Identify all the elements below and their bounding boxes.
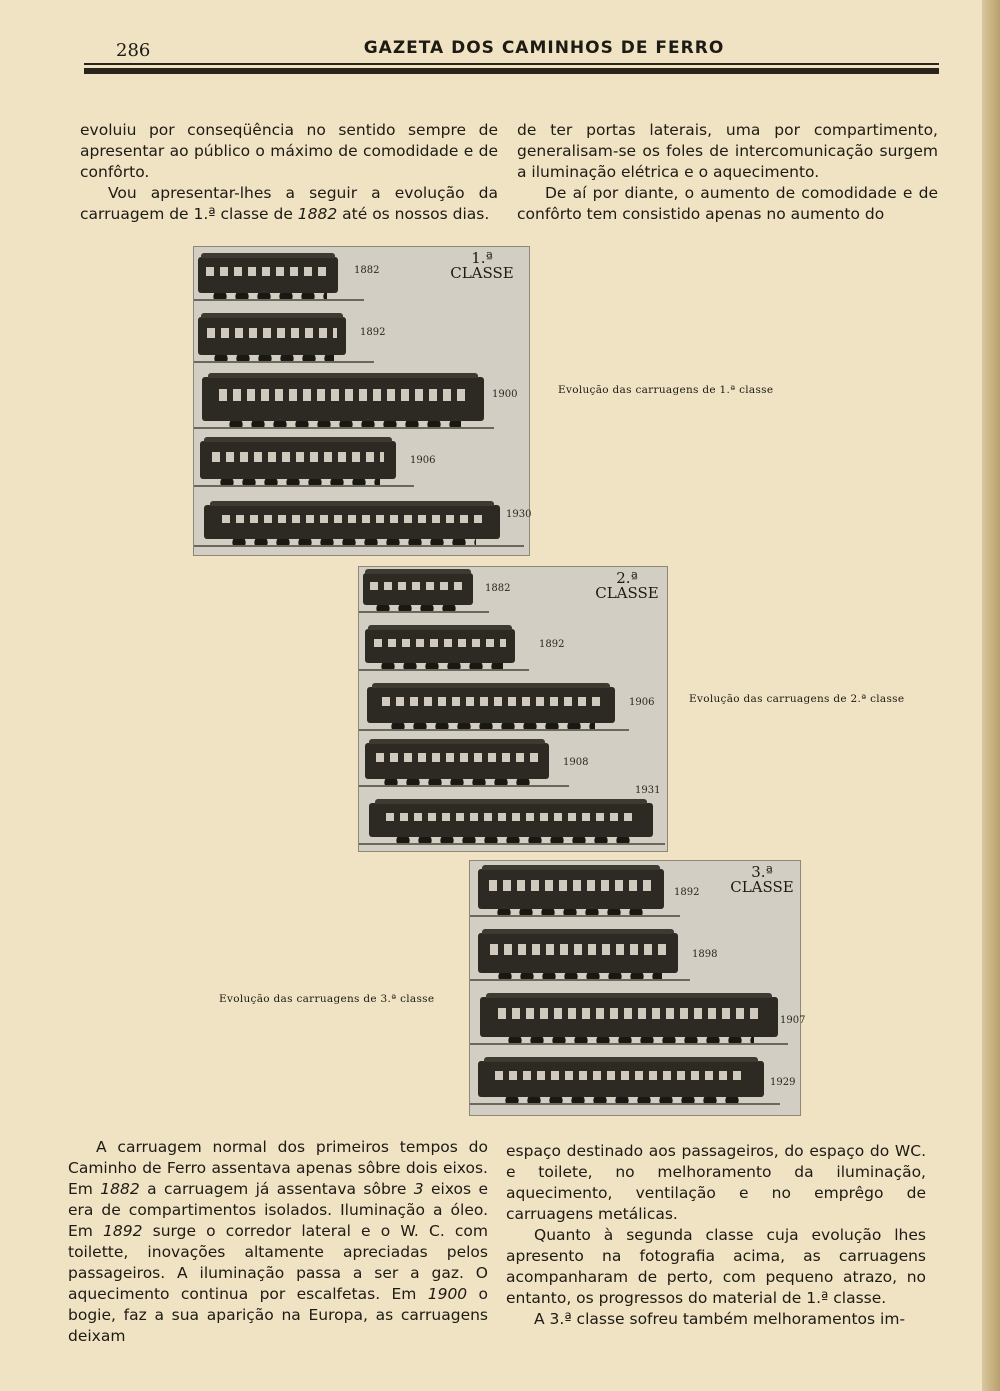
year-label: 1908 [563,757,589,768]
top-left-column [80,120,498,225]
paragraph: A 3.ª classe sofreu também melhoramentos im- [534,1310,906,1328]
coach-image [365,743,549,779]
coach-image [204,505,500,539]
paragraph: de ter portas laterais, uma por compartimento, generalisam-se os foles de intercomunicação surgem a iluminação elétrica e o aquecimento. [517,121,938,181]
photo-caption: Evolução das carruagens de 3.ª classe [219,993,435,1005]
coach-image [369,803,653,837]
photo-caption: Evolução das carruagens de 2.ª classe [689,693,905,705]
year-label: 1907 [780,1015,806,1026]
page-header [84,36,939,66]
photo-class-label: 3.ª CLASSE [730,863,794,896]
paragraph: De aí por diante, o aumento de comodidade e de confôrto tem consistido apenas no aumento do [517,184,938,223]
paragraph: Quanto à segunda classe cuja evolução lhes apresento na fotografia acima, as carruagens acompanharam de perto, com pequeno atrazo, no entanto, os progressos do material de 1.ª classe. [506,1226,926,1307]
year-label: 1931 [635,785,661,796]
bottom-left-column [68,1137,488,1347]
photo-second-class-coaches [358,566,668,852]
coach-image [200,441,396,479]
page-spine-shadow [982,0,1000,1391]
paragraph: Vou apresentar-lhes a seguir a evolução da carruagem de 1.ª classe de 1882 até os nossos dias. [80,184,498,223]
page-number: 286 [116,40,151,61]
coach-image [367,687,615,723]
year-label: 1906 [629,697,655,708]
top-right-column [517,120,938,225]
paragraph: A carruagem normal dos primeiros tempos do Caminho de Ferro assentava apenas sôbre dois eixos. Em 1882 a carruagem já assentava sôbre 3 eixos e era de compartimentos isolados. Iluminação a óleo. Em 1892 surge o corredor lateral e o W. C. com toilette, inovações altamente apreciadas pelos passageiros. A iluminação passa a ser a gaz. O aquecimento continua por escalfetas. Em 1900 o bogie, faz a sua aparição na Europa, as carruagens deixam [68,1138,488,1345]
bottom-right-column [506,1141,926,1330]
year-label: 1882 [354,265,380,276]
photo-third-class-coaches [469,860,806,1116]
photo-class-label: 1.ª CLASSE [450,249,514,282]
coach-image [198,257,338,293]
coach-image [480,997,778,1037]
photo-class-label: 2.ª CLASSE [595,569,659,602]
year-label: 1892 [360,327,386,338]
year-label: 1930 [506,509,532,520]
year-label: 1929 [770,1077,796,1088]
photo-first-class-coaches [193,246,530,556]
coach-image [478,933,678,973]
year-label: 1898 [692,949,718,960]
coach-image [198,317,346,355]
running-title: GAZETA DOS CAMINHOS DE FERRO [363,38,725,58]
photo-caption: Evolução das carruagens de 1.ª classe [558,384,774,396]
paragraph: espaço destinado aos passageiros, do espaço do WC. e toilete, no melhoramento da iluminação, aquecimento, ventilação e no emprêgo de carruagens metálicas. [506,1142,926,1223]
coach-image [365,629,515,663]
year-label: 1882 [485,583,511,594]
coach-image [202,377,484,421]
header-rule [84,68,939,74]
coach-image [478,869,664,909]
year-label: 1900 [492,389,518,400]
year-label: 1892 [539,639,565,650]
year-label: 1892 [674,887,700,898]
paragraph: evoluiu por conseqüência no sentido sempre de apresentar ao público o máximo de comodidade e de confôrto. [80,121,498,181]
coach-image [478,1061,764,1097]
year-label: 1906 [410,455,436,466]
coach-image [363,573,473,605]
